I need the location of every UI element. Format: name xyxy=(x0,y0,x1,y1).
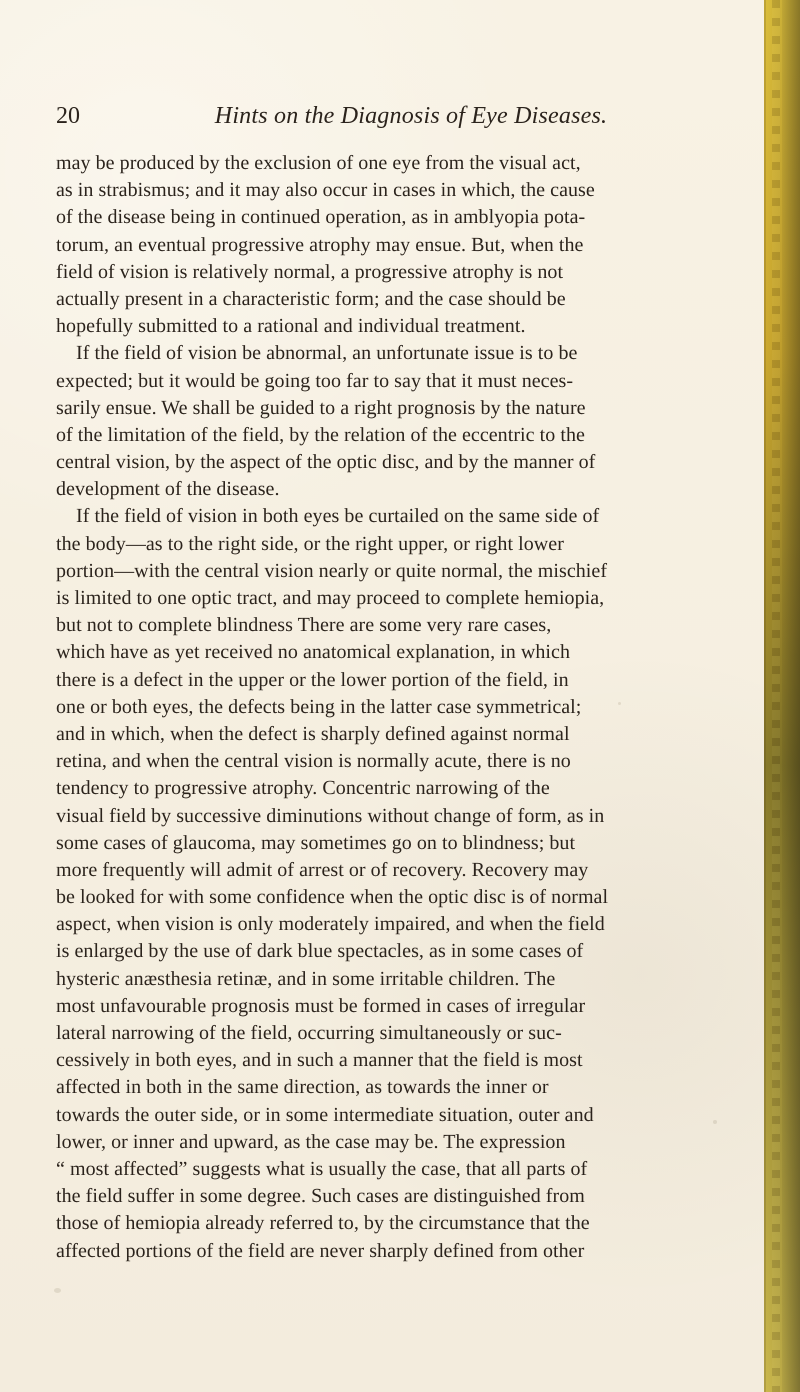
paper-speck xyxy=(54,1288,61,1293)
text-line: affected in both in the same direction, as towards the inner or xyxy=(56,1076,549,1099)
page-header xyxy=(56,100,766,132)
text-line: the field suffer in some degree. Such cases are distinguished from xyxy=(56,1185,585,1208)
text-line: is enlarged by the use of dark blue spectacles, as in some cases of xyxy=(56,940,584,963)
text-line: aspect, when vision is only moderately impaired, and when the field xyxy=(56,913,605,936)
text-line: lower, or inner and upward, as the case may be. The expression xyxy=(56,1130,566,1153)
text-line: “ most affected” suggests what is usually the case, that all parts of xyxy=(56,1157,588,1180)
text-line: If the field of vision in both eyes be curtailed on the same side of xyxy=(76,505,600,528)
text-line: but not to complete blindness There are some very rare cases, xyxy=(56,614,552,637)
text-line: actually present in a characteristic form; and the case should be xyxy=(56,287,566,310)
text-line: hysteric anæsthesia retinæ, and in some irritable children. The xyxy=(56,967,556,990)
body-text xyxy=(56,150,768,1265)
text-line: most unfavourable prognosis must be formed in cases of irregular xyxy=(56,994,586,1017)
text-line: the body—as to the right side, or the right upper, or right lower xyxy=(56,532,564,555)
text-line: expected; but it would be going too far to say that it must neces- xyxy=(56,369,574,392)
text-line: may be produced by the exclusion of one eye from the visual act, xyxy=(56,152,581,174)
page-number: 20 xyxy=(56,103,80,129)
page-binding-edge xyxy=(764,0,800,1392)
text-line: one or both eyes, the defects being in the latter case symmetrical; xyxy=(56,695,582,718)
text-line: more frequently will admit of arrest or of recovery. Recovery may xyxy=(56,858,589,881)
text-line: cessively in both eyes, and in such a manner that the field is most xyxy=(56,1049,583,1072)
text-line: is limited to one optic tract, and may proceed to complete hemiopia, xyxy=(56,587,605,609)
text-line: lateral narrowing of the field, occurring simultaneously or suc- xyxy=(56,1022,562,1044)
text-line: affected portions of the field are never sharply defined from other xyxy=(56,1239,585,1262)
text-line: portion—with the central vision nearly or quite normal, the mischief xyxy=(56,559,608,582)
text-line: be looked for with some confidence when the optic disc is of normal xyxy=(56,886,609,909)
text-line: of the limitation of the field, by the relation of the eccentric to the xyxy=(56,423,585,446)
text-line: towards the outer side, or in some intermediate situation, outer and xyxy=(56,1103,594,1126)
text-line: If the field of vision be abnormal, an unfortunate issue is to be xyxy=(76,342,578,365)
text-line: tendency to progressive atrophy. Concentric narrowing of the xyxy=(56,777,550,800)
text-line: as in strabismus; and it may also occur in cases in which, the cause xyxy=(56,179,595,202)
text-line: and in which, when the defect is sharply defined against normal xyxy=(56,722,570,745)
text-line: hopefully submitted to a rational and individual treatment. xyxy=(56,315,526,338)
text-line: central vision, by the aspect of the optic disc, and by the manner of xyxy=(56,451,596,474)
running-head: Hints on the Diagnosis of Eye Diseases. xyxy=(214,103,608,129)
text-line: some cases of glaucoma, may sometimes go on to blindness; but xyxy=(56,831,576,854)
text-line: which have as yet received no anatomical explanation, in which xyxy=(56,641,571,664)
text-line: torum, an eventual progressive atrophy may ensue. But, when the xyxy=(56,233,584,256)
text-line: of the disease being in continued operation, as in amblyopia pota- xyxy=(56,206,586,229)
text-line: there is a defect in the upper or the lower portion of the field, in xyxy=(56,668,569,691)
text-line: field of vision is relatively normal, a progressive atrophy is not xyxy=(56,260,564,283)
text-line: visual field by successive diminutions without change of form, as in xyxy=(56,804,605,827)
text-line: retina, and when the central vision is normally acute, there is no xyxy=(56,750,571,773)
text-line: development of the disease. xyxy=(56,478,280,501)
text-line: sarily ensue. We shall be guided to a right prognosis by the nature xyxy=(56,396,586,419)
text-line: those of hemiopia already referred to, by the circumstance that the xyxy=(56,1212,590,1235)
